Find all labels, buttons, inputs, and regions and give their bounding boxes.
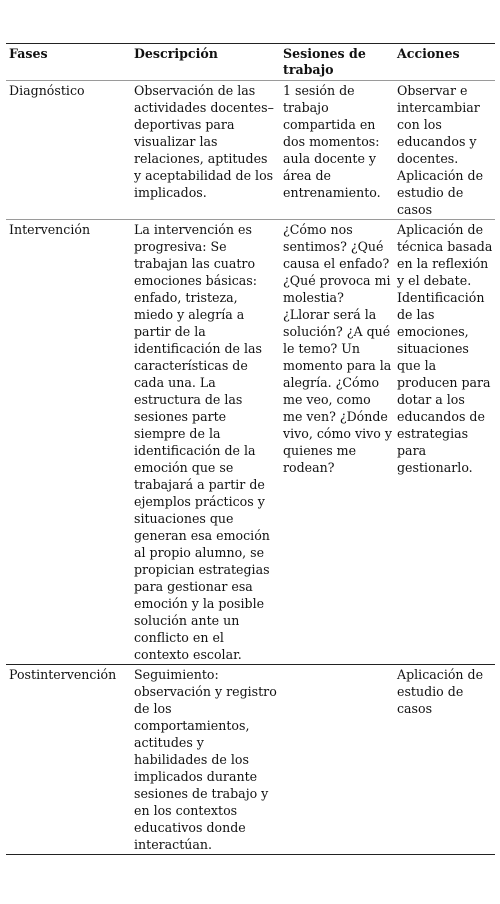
phases-table (6, 43, 495, 855)
document-page (6, 43, 495, 855)
header-acciones: Acciones (394, 44, 495, 81)
cell-descripcion: Observación de las actividades docentes–deportivas para visualizar las relaciones, aptitudes y aceptabilidad de los implicados. (131, 81, 280, 220)
cell-fase: Postintervención (6, 665, 131, 855)
cell-descripcion: La intervención es progresiva: Se trabajan las cuatro emociones básicas: enfado, tristeza, miedo y alegría a partir de la identificación de las características de cada una. La estructura de las sesiones parte siempre de la identificación de la emoción que se trabajará a partir de ejemplos prácticos y situaciones que generan esa emoción al propio alumno, se propician estrategias para gestionar esa emoción y la posible solución ante un conflicto en el contexto escolar. (131, 220, 280, 665)
header-sesiones: Sesiones de trabajo (280, 44, 394, 81)
cell-descripcion: Seguimiento: observación y registro de los comportamientos, actitudes y habilidades de los implicados durante sesiones de trabajo y en los contextos educativos donde interactúan. (131, 665, 280, 855)
header-fases: Fases (6, 44, 131, 81)
cell-fase: Intervención (6, 220, 131, 665)
table-row (6, 665, 495, 855)
cell-sesiones (280, 665, 394, 855)
header-descripcion: Descripción (131, 44, 280, 81)
cell-sesiones: ¿Cómo nos sentimos? ¿Qué causa el enfado? ¿Qué provoca mi molestia? ¿Llorar será la solución? ¿A qué le temo? Un momento para la alegría. ¿Cómo me veo, como me ven? ¿Dónde vivo, cómo vivo y quienes me rodean? (280, 220, 394, 665)
table-row (6, 220, 495, 665)
table-header-row (6, 44, 495, 81)
cell-fase: Diagnóstico (6, 81, 131, 220)
cell-sesiones: 1 sesión de trabajo compartida en dos momentos: aula docente y área de entrenamiento. (280, 81, 394, 220)
cell-acciones: Aplicación de técnica basada en la reflexión y el debate. Identificación de las emociones, situaciones que la producen para dotar a los educandos de estrategias para gestionarlo. (394, 220, 495, 665)
cell-acciones: Observar e intercambiar con los educandos y docentes. Aplicación de estudio de casos (394, 81, 495, 220)
table-row (6, 81, 495, 220)
cell-acciones: Aplicación de estudio de casos (394, 665, 495, 855)
